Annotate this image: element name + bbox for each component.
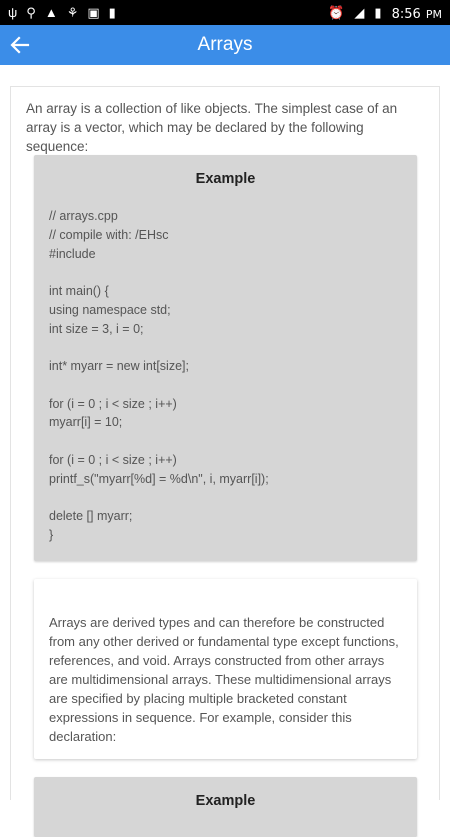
battery-icon: ▮ bbox=[374, 5, 382, 20]
example-card bbox=[34, 155, 417, 561]
code-block: // arrays.cpp // compile with: /EHsc #include int main() { using namespace std; int size = 3, i = 0; int* myarr = new int[size]; for (i = 0 ; i < size ; i++) myarr[i] = 10; for (i = 0 ; i < size ; i++) printf_s("myarr[%d] = %d\n", i, myarr[i]); delete [] myarr; } bbox=[49, 209, 269, 542]
status-bar bbox=[0, 0, 450, 25]
gallery-icon: ▣ bbox=[87, 5, 100, 20]
intro-text: An array is a collection of like objects. The simplest case of an array is a vector, which may be declared by the following sequence: bbox=[26, 101, 398, 154]
no-signal-icon: ◢ bbox=[354, 5, 365, 20]
example-card-2 bbox=[34, 777, 417, 837]
back-button[interactable] bbox=[4, 29, 36, 61]
app-bar bbox=[0, 25, 450, 65]
share-icon: ⚘ bbox=[66, 5, 79, 20]
paragraph-text: Arrays are derived types and can therefore be constructed from any other derived or fundamental type except functions, references, and void. Arrays constructed from other arrays are multidimensional arrays. These multidimensional arrays are specified by placing multiple bracketed constant expressions in sequence. For example, consider this declaration: bbox=[49, 615, 399, 744]
notification-icons bbox=[8, 6, 116, 19]
clock: 8:56 PM bbox=[391, 6, 442, 22]
location-icon: ⚲ bbox=[26, 5, 36, 20]
system-icons bbox=[328, 5, 442, 21]
warning-icon: ▲ bbox=[44, 5, 58, 20]
paragraph-card bbox=[34, 579, 417, 759]
example-title: Example bbox=[195, 171, 256, 187]
article-content[interactable] bbox=[10, 86, 440, 809]
sd-card-icon: ▮ bbox=[108, 5, 116, 20]
example-title-2: Example bbox=[195, 793, 256, 809]
alarm-icon: ⏰ bbox=[328, 5, 345, 20]
arrow-left-icon bbox=[11, 37, 29, 53]
page-title: Arrays bbox=[197, 34, 253, 55]
usb-icon: ψ bbox=[8, 5, 18, 20]
